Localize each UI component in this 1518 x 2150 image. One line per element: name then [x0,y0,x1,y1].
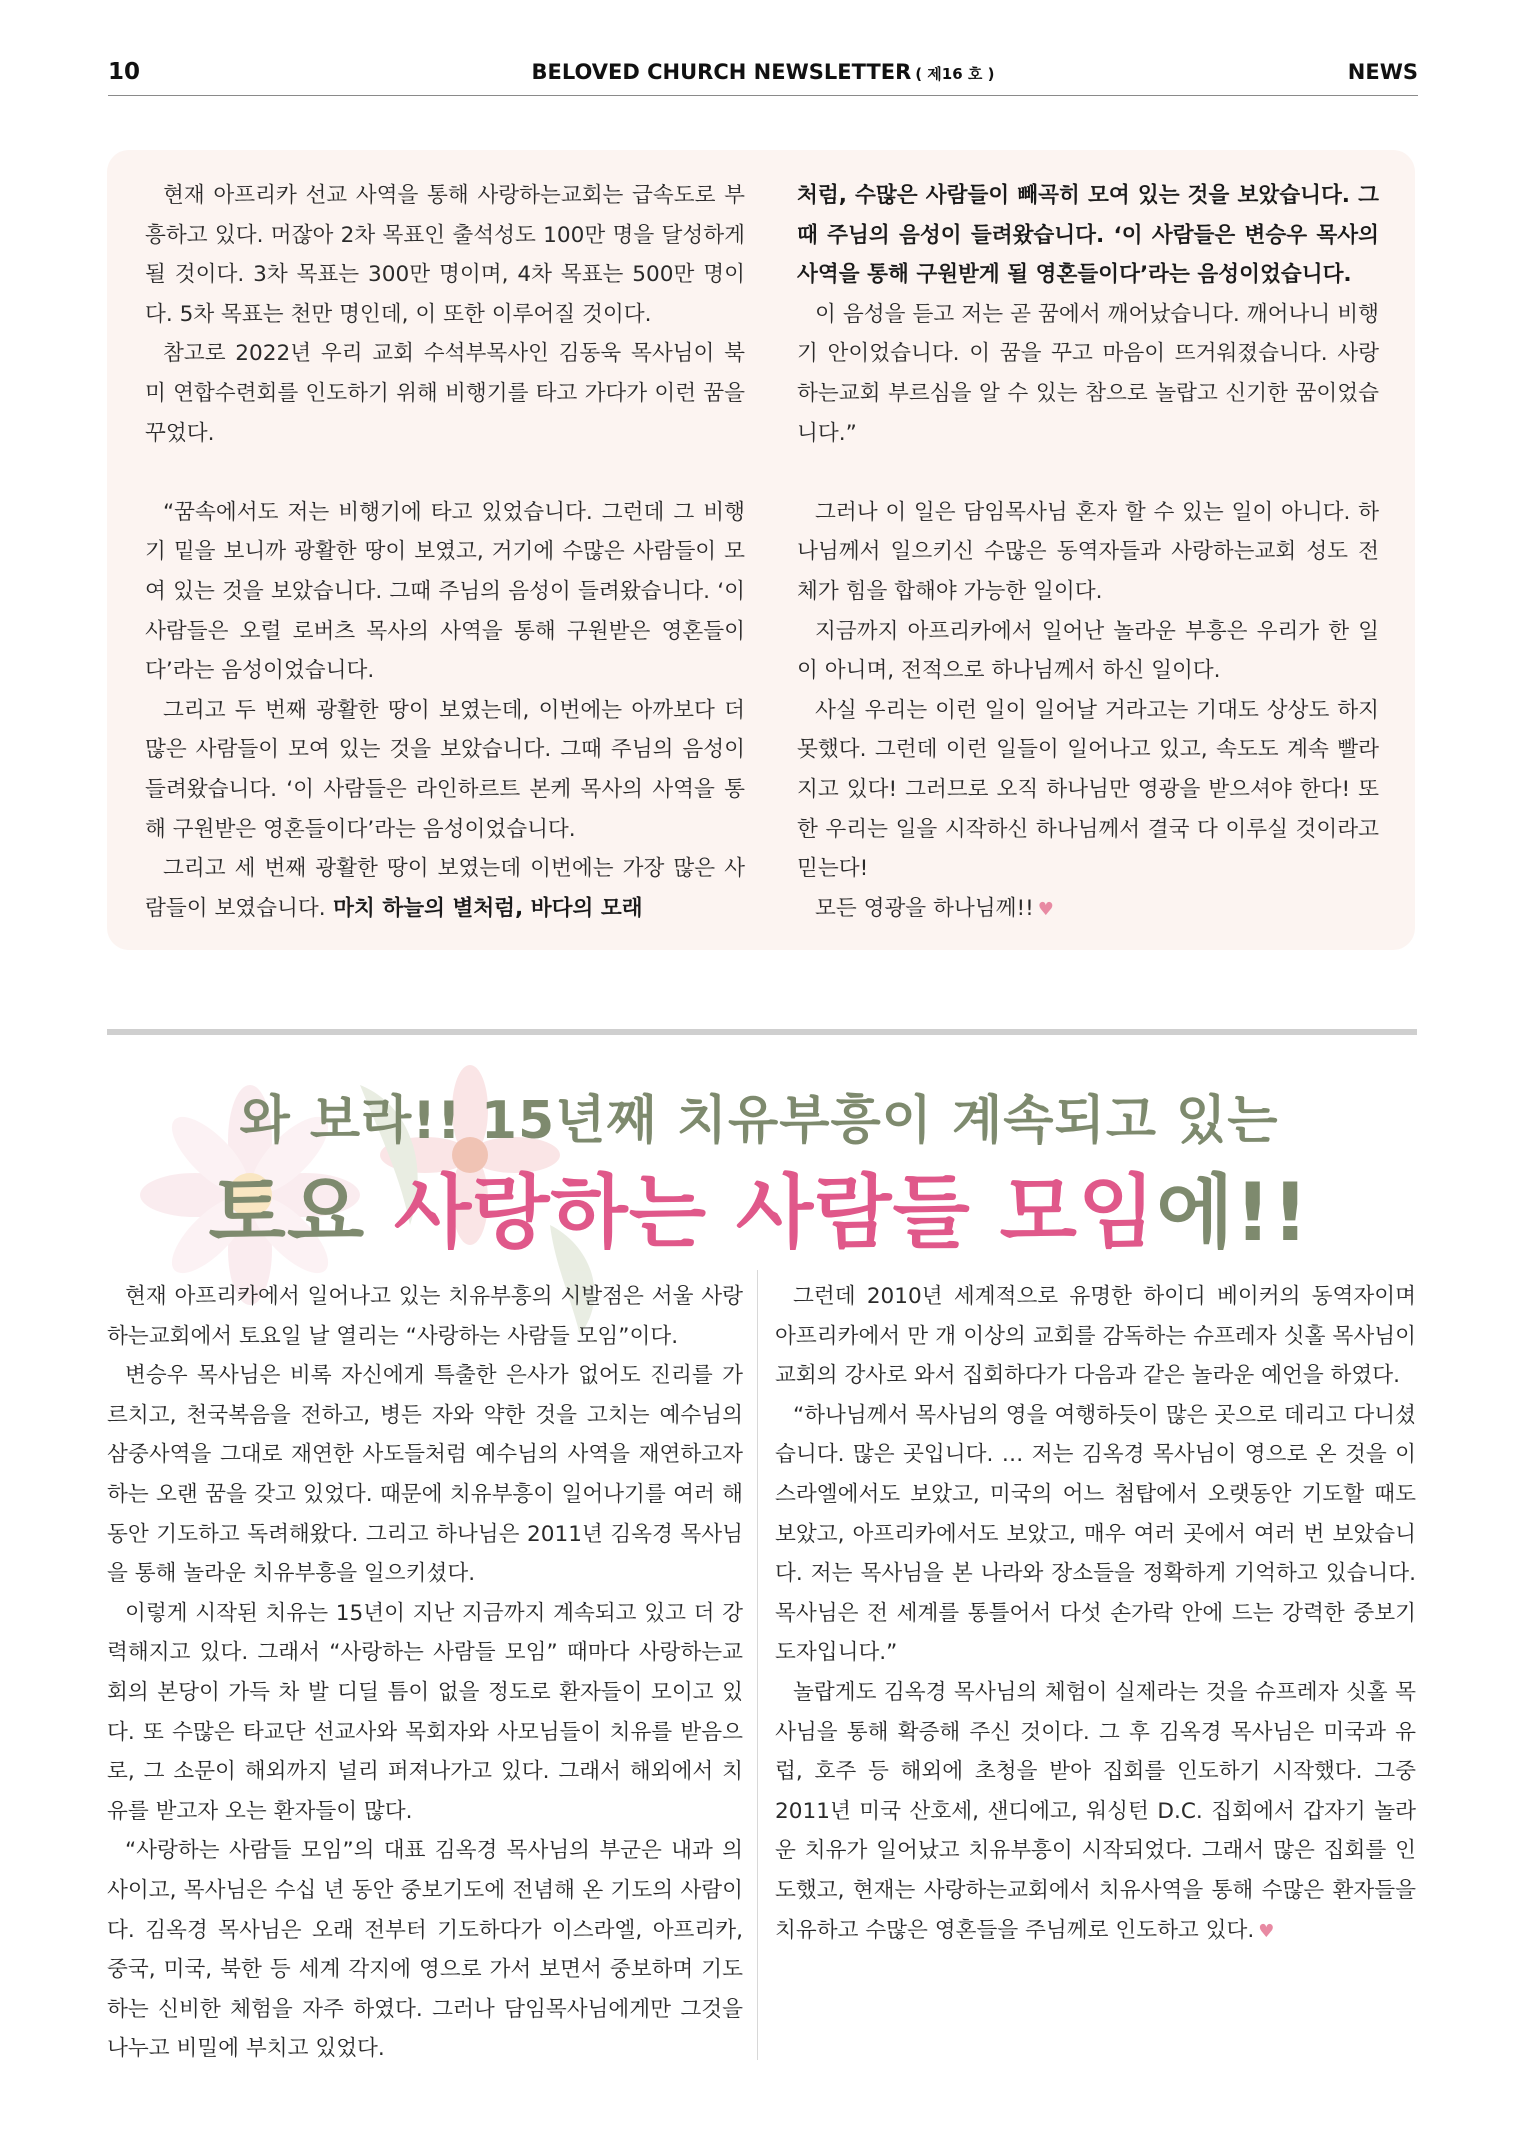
headline-line1: 와 보라!! 15년째 치유부흥이 계속되고 있는 [239,1091,1279,1151]
column-divider [757,1270,758,2060]
paragraph: 현재 아프리카 선교 사역을 통해 사랑하는교회는 급속도로 부흥하고 있다. 머잖아 2차 목표인 출석성도 100만 명을 달성하게 될 것이다. 3차 목표는 300만 명이며, 4차 목표는 500만 명이다. 5차 목표는 천만 명인데, 이 또한 이루어질 것이다. [145,183,745,327]
bold-paragraph: 처럼, 수많은 사람들이 빼곡히 모여 있는 것을 보았습니다. 그때 주님의 음성이 들려왔습니다. ‘이 사람들은 변승우 목사의 사역을 통해 구원받게 될 영혼들이다’라는 음성이었습니다. [797,183,1379,288]
headline-highlight: 사랑하는 사람들 모임 [393,1166,1157,1259]
paragraph [145,849,745,928]
article1-left-column [145,176,745,928]
headline-line2 [0,1148,1518,1263]
paragraph: 지금까지 아프리카에서 일어난 놀라운 부흥은 우리가 한 일이 아니며, 전적으로 하나님께서 하신 일이다. [797,618,1379,684]
issue-number: ( 제16 호 ) [915,65,995,83]
headline-part: 토요 [208,1166,394,1259]
paragraph-text: 놀랍게도 김옥경 목사님의 체험이 실제라는 것을 슈프레자 싯홀 목사님을 통해 확증해 주신 것이다. 그 후 김옥경 목사님은 미국과 유럽, 호주 등 해외에 초청을 받아 집회를 인도하기 시작했다. 그중 2011년 미국 산호세, 샌디에고, 워싱턴 D.C. 집회에서 갑자기 놀라운 치유가 일어났고 치유부흥이 시작되었다. 그래서 많은 집회를 인도했고, 현재는 사랑하는교회에서 치유사역을 통해 수많은 환자들을 치유하고 수많은 영혼들을 주님께로 인도하고 있다. [775,1679,1416,1943]
paragraph: 그러나 이 일은 담임목사님 혼자 할 수 있는 일이 아니다. 하나님께서 일으키신 수많은 동역자들과 사랑하는교회 성도 전체가 힘을 합해야 가능한 일이다. [797,499,1379,604]
newsletter-name: BELOVED CHURCH NEWSLETTER [531,60,912,84]
paragraph: “꿈속에서도 저는 비행기에 타고 있었습니다. 그런데 그 비행기 밑을 보니까 광활한 땅이 보였고, 거기에 수많은 사람들이 모여 있는 것을 보았습니다. 그때 주님의 음성이 들려왔습니다. ‘이 사람들은 오럴 로버츠 목사의 사역을 통해 구원받은 영혼들이다’라는 음성이었습니다. [145,499,745,684]
paragraph: 변승우 목사님은 비록 자신에게 특출한 은사가 없어도 진리를 가르치고, 천국복음을 전하고, 병든 자와 약한 것을 고치는 예수님의 삼중사역을 그대로 재연한 사도들처럼 예수님의 사역을 재연하고자 하는 오랜 꿈을 갖고 있었다. 때문에 치유부흥이 일어나기를 여러 해 동안 기도하고 독려해왔다. 그리고 하나님은 2011년 김옥경 목사님을 통해 놀라운 치유부흥을 일으키셨다. [107,1363,743,1587]
bold-text: 마치 하늘의 별처럼, 바다의 모래 [325,895,643,921]
page-number: 10 [108,59,141,85]
paragraph: 사실 우리는 이런 일이 일어날 거라고는 기대도 상상도 하지 못했다. 그런데 이런 일들이 일어나고 있고, 속도도 계속 빨라지고 있다! 그러므로 오직 하나님만 영광을 받으셔야 한다! 또한 우리는 일을 시작하신 하나님께서 결국 다 이루실 것이라고 믿는다! [797,697,1379,882]
paragraph: 그런데 2010년 세계적으로 유명한 하이디 베이커의 동역자이며 아프리카에서 만 개 이상의 교회를 감독하는 슈프레자 싯홀 목사님이 교회의 강사로 와서 집회하다가 다음과 같은 놀라운 예언을 하였다. [775,1284,1416,1389]
heart-icon: ♥ [1037,898,1054,920]
newsletter-title [108,60,1418,84]
paragraph: 그리고 두 번째 광활한 땅이 보였는데, 이번에는 아까보다 더 많은 사람들이 모여 있는 것을 보았습니다. 그때 주님의 음성이 들려왔습니다. ‘이 사람들은 라인하르트 본케 목사의 사역을 통해 구원받은 영혼들이다’라는 음성이었습니다. [145,697,745,842]
paragraph: 현재 아프리카에서 일어나고 있는 치유부흥의 시발점은 서울 사랑하는교회에서 토요일 날 열리는 “사랑하는 사람들 모임”이다. [107,1284,743,1349]
paragraph [775,1673,1416,1951]
paragraph: “사랑하는 사람들 모임”의 대표 김옥경 목사님의 부군은 내과 의사이고, 목사님은 수십 년 동안 중보기도에 전념해 온 기도의 사람이다. 김옥경 목사님은 오래 전부터 기도하다가 이스라엘, 아프리카, 중국, 미국, 북한 등 세계 각지에 영으로 가서 보면서 중보하며 기도하는 신비한 체험을 자주 하였다. 그러나 담임목사님에게만 그것을 나누고 비밀에 부치고 있었다. [107,1838,743,2062]
paragraph-text: 모든 영광을 하나님께!! [815,895,1034,921]
paragraph: 이 음성을 듣고 저는 곧 꿈에서 깨어났습니다. 깨어나니 비행기 안이었습니다. 이 꿈을 꾸고 마음이 뜨거워졌습니다. 사랑하는교회 부르심을 알 수 있는 참으로 놀랍고 신기한 꿈이었습니다.” [797,301,1379,446]
section-divider [107,1029,1417,1035]
article2-left-column [107,1277,743,2069]
paragraph [797,889,1379,930]
headline-part: 에!! [1156,1166,1310,1259]
paragraph: 이렇게 시작된 치유는 15년이 지난 지금까지 계속되고 있고 더 강력해지고 있다. 그래서 “사랑하는 사람들 모임” 때마다 사랑하는교회의 본당이 가득 차 발 디딜 틈이 없을 정도로 환자들이 모이고 있다. 또 수많은 타교단 선교사와 목회자와 사모님들이 치유를 받음으로, 그 소문이 해외까지 널리 퍼져나가고 있다. 그래서 해외에서 치유를 받고자 오는 환자들이 많다. [107,1600,743,1824]
section-label: NEWS [1347,60,1418,84]
heart-icon: ♥ [1258,1920,1275,1942]
article1-right-column [797,176,1379,929]
paragraph: 참고로 2022년 우리 교회 수석부목사인 김동욱 목사님이 북미 연합수련회를 인도하기 위해 비행기를 타고 가다가 이런 꿈을 꾸었다. [145,341,745,446]
article2-right-column [775,1277,1416,1951]
paragraph-text: 그리고 세 번째 광활한 땅이 보였는데 이번에는 가장 많은 사람들이 보였습니다. [145,856,745,921]
paragraph: “하나님께서 목사님의 영을 여행하듯이 많은 곳으로 데리고 다니셨습니다. 많은 곳입니다. … 저는 김옥경 목사님이 영으로 온 것을 이스라엘에서도 보았고, 미국의 어느 첨탑에서 오랫동안 기도할 때도 보았고, 아프리카에서도 보았고, 매우 여러 곳에서 여러 번 보았습니다. 저는 목사님을 본 나라와 장소들을 정확하게 기억하고 있습니다. 목사님은 전 세계를 통틀어서 다섯 손가락 안에 드는 강력한 중보기도자입니다.” [775,1402,1416,1666]
page-header [108,55,1418,96]
